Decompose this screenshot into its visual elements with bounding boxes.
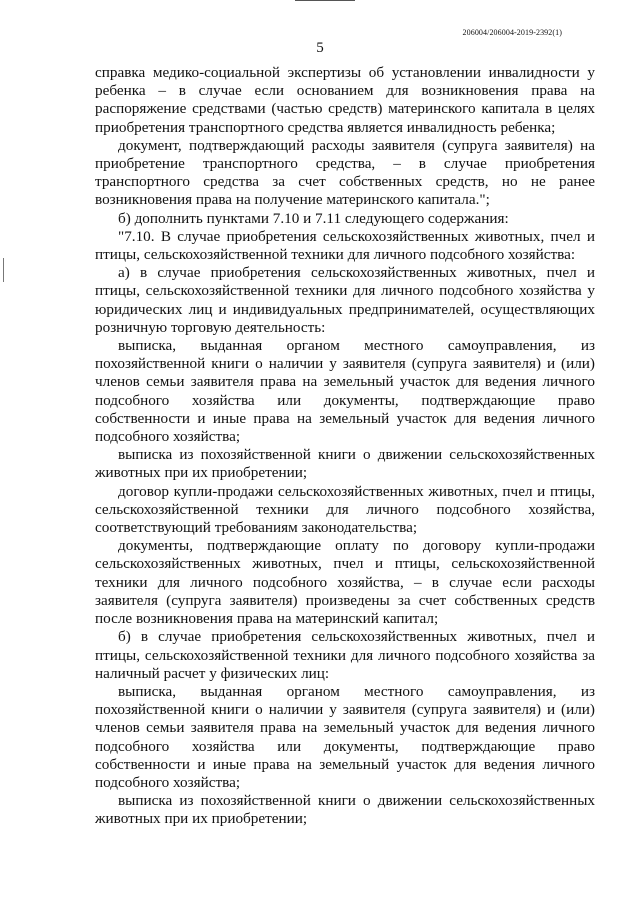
paragraph-11: выписка, выданная органом местного самоуправления, из похозяйственной книги о наличии у заявителя (супруга заявителя) и (или) членов семьи заявителя права на земельный участок для ведения личного подсобного хозяйства или документы, подтверждающие право собственности и иные права на земельный участок для ведения личного подсобного хозяйства; bbox=[95, 682, 595, 791]
document-id: 206004/206004-2019-2392(1) bbox=[462, 28, 562, 37]
paragraph-8: договор купли-продажи сельскохозяйственных животных, пчел и птицы, сельскохозяйственной техники для личного подсобного хозяйства, соответствующий требованиям законодательства; bbox=[95, 482, 595, 537]
paragraph-6: выписка, выданная органом местного самоуправления, из похозяйственной книги о наличии у заявителя (супруга заявителя) и (или) членов семьи заявителя права на земельный участок для ведения личного подсобного хозяйства или документы, подтверждающие право собственности и иные права на земельный участок для ведения личного подсобного хозяйства; bbox=[95, 337, 595, 446]
paragraph-5: а) в случае приобретения сельскохозяйственных животных, пчел и птицы, сельскохозяйственной техники для личного подсобного хозяйства у юридических лиц и индивидуальных предпринимателей, осуществляющих розничную торговую деятельность: bbox=[95, 264, 595, 336]
paragraph-7: выписка из похозяйственной книги о движении сельскохозяйственных животных при их приобретении; bbox=[95, 446, 595, 482]
page-number: 5 bbox=[316, 40, 324, 56]
document-body bbox=[95, 64, 595, 829]
paragraph-10: б) в случае приобретения сельскохозяйственных животных, пчел и птицы, сельскохозяйственной техники для личного подсобного хозяйства за наличный расчет у физических лиц: bbox=[95, 628, 595, 682]
paragraph-1: справка медико-социальной экспертизы об установлении инвалидности у ребенка – в случае если основанием для возникновения права на распоряжение средствами (частью средств) материнского капитала в целях приобретения транспортного средства является инвалидность ребенка; bbox=[95, 64, 595, 136]
paragraph-9: документы, подтверждающие оплату по договору купли-продажи сельскохозяйственных животных, пчел и птицы, сельскохозяйственной техники для личного подсобного хозяйства, – в случае если расходы заявителя (супруга заявителя) произведены за счет собственных средств после возникновения права на материнский капитал; bbox=[95, 537, 595, 628]
paragraph-12: выписка из похозяйственной книги о движении сельскохозяйственных животных при их приобретении; bbox=[95, 792, 595, 828]
paragraph-2: документ, подтверждающий расходы заявителя (супруга заявителя) на приобретение транспортного средства, – в случае приобретения транспортного средства за счет собственных средств, но не ранее возникновения права на получение материнского капитала."; bbox=[95, 136, 595, 209]
top-edge-line bbox=[295, 0, 355, 1]
paragraph-3: б) дополнить пунктами 7.10 и 7.11 следующего содержания: bbox=[118, 209, 509, 227]
paragraph-4: "7.10. В случае приобретения сельскохозяйственных животных, пчел и птицы, сельскохозяйственной техники для личного подсобного хозяйства: bbox=[95, 227, 595, 264]
scan-margin-mark bbox=[3, 258, 4, 282]
